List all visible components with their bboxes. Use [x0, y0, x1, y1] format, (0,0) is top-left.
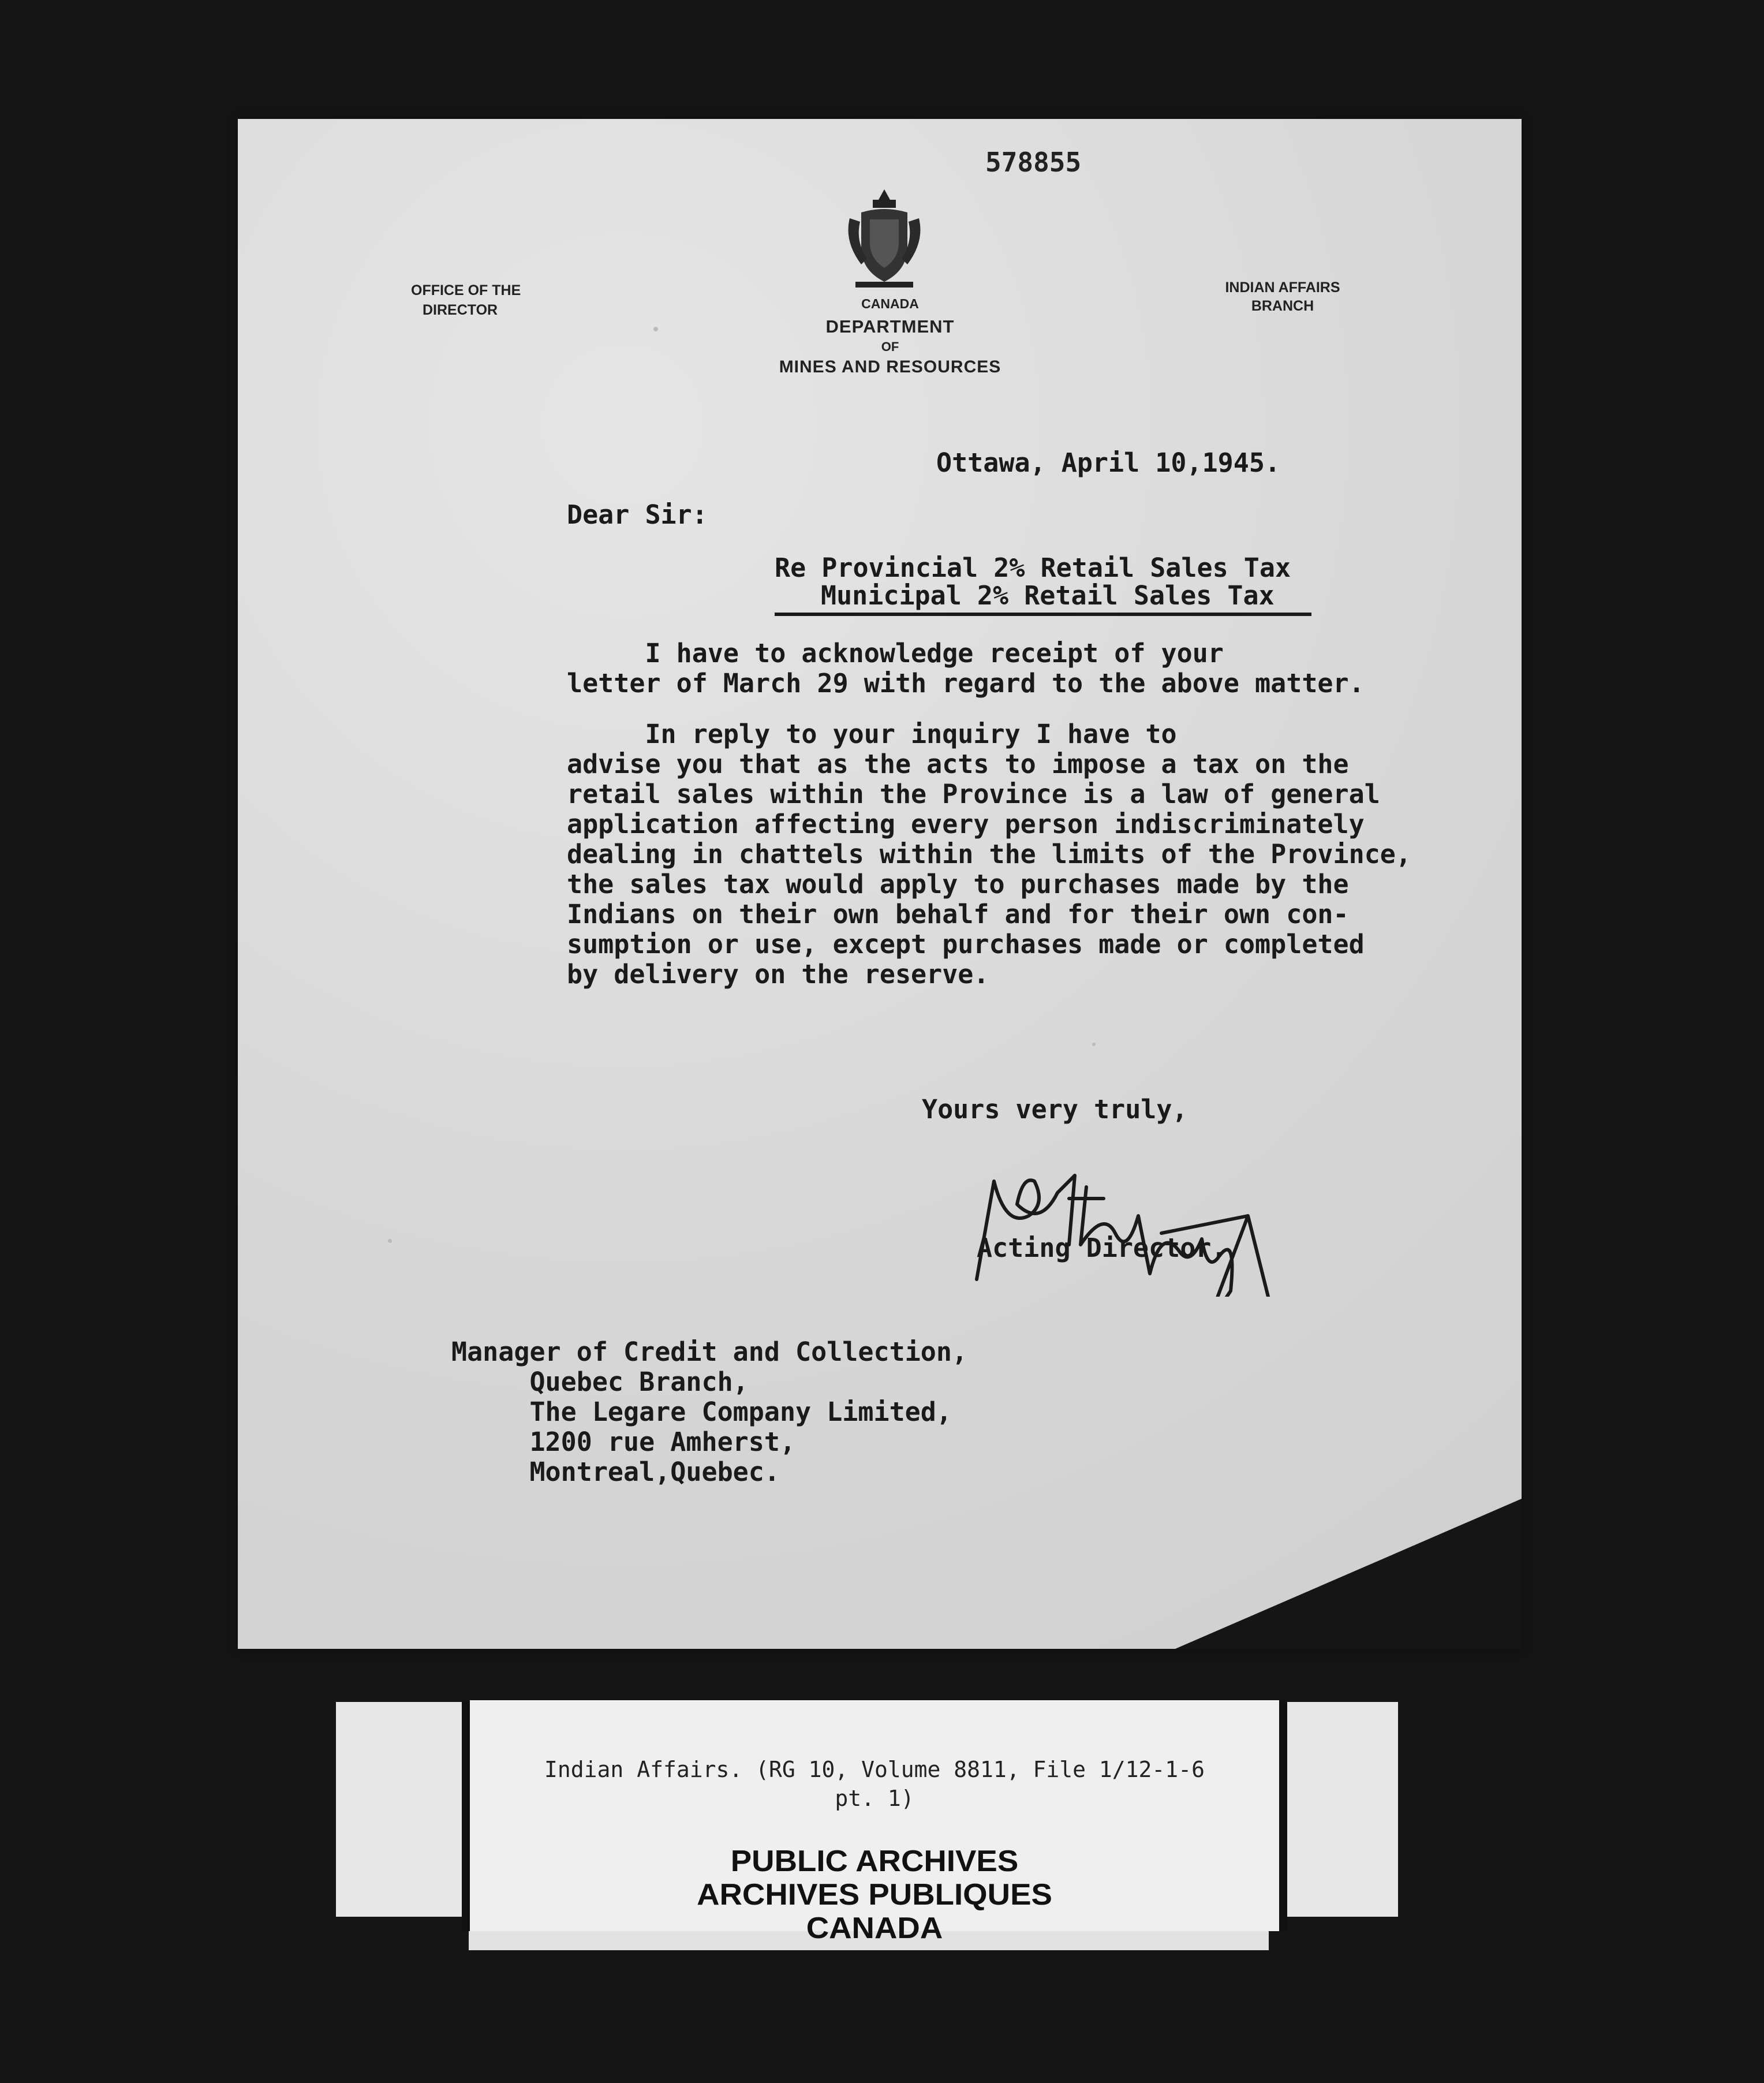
office-of-director: OFFICE OF THE DIRECTOR — [411, 282, 521, 318]
coat-of-arms-icon — [838, 184, 930, 293]
letter-date: Ottawa, April 10,1945. — [936, 447, 1281, 478]
subject-line-2: Municipal 2% Retail Sales Tax — [821, 580, 1275, 611]
torn-corner — [1175, 1499, 1522, 1649]
indian-affairs-branch: INDIAN AFFAIRS BRANCH — [1225, 279, 1340, 314]
archive-reference: Indian Affairs. (RG 10, Volume 8811, File 1/12-1-6 pt. 1) — [544, 1757, 1205, 1811]
archive-stamp: PUBLIC ARCHIVES ARCHIVES PUBLIQUES CANADA — [697, 1845, 1052, 1945]
signature-title: Acting Director. — [977, 1233, 1227, 1263]
letter-page — [238, 119, 1522, 1649]
handwritten-signature — [971, 1164, 1329, 1297]
file-number: 578855 — [985, 147, 1082, 178]
archive-label — [462, 1700, 1287, 1945]
closing: Yours very truly, — [922, 1094, 1188, 1125]
salutation: Dear Sir: — [567, 499, 708, 530]
subject-underline — [775, 613, 1311, 616]
paragraph-acknowledgement: I have to acknowledge receipt of your letter of March 29 with regard to the above matter. — [567, 638, 1365, 699]
paragraph-reply: In reply to your inquiry I have to advise you that as the acts to impose a tax on the retail sales within the Province is a law of general application affecting every person indiscriminately dealing in chattels within the limits of the Province, the sales tax would apply to purchases made by the Indians on their own behalf and for their own con- sumption or use, except purchases made or completed by delivery on the reserve. — [567, 719, 1411, 990]
recipient-address: Manager of Credit and Collection, Quebec Branch, The Legare Company Limited, 1200 rue Amherst, Montreal,Quebec. — [451, 1337, 968, 1487]
subject-line-1: Re Provincial 2% Retail Sales Tax — [775, 553, 1291, 583]
department-heading: CANADA DEPARTMENT OF MINES AND RESOURCES — [779, 296, 1001, 376]
